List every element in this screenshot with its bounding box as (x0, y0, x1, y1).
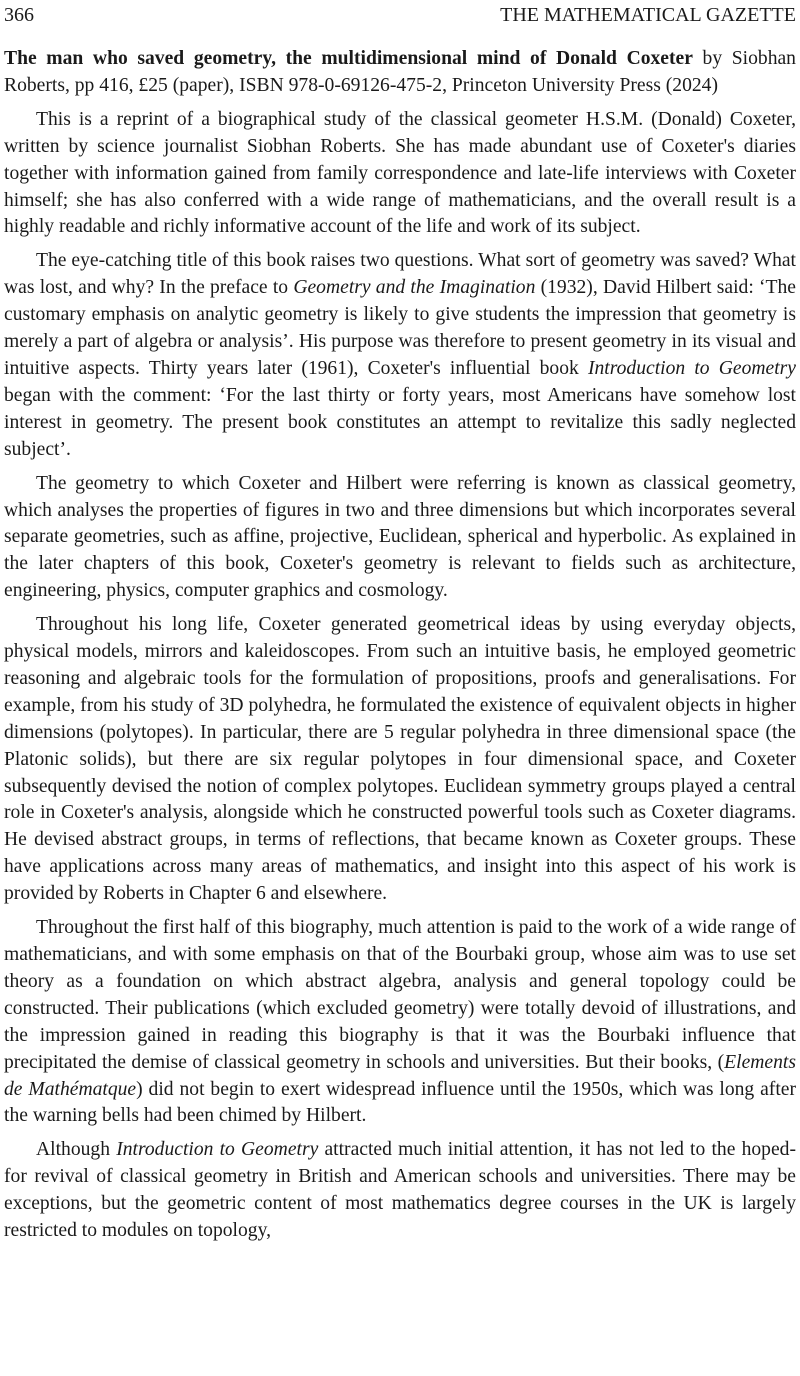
page-number: 366 (4, 4, 34, 26)
book-title: The man who saved geometry, the multidimensional mind of Donald Coxeter (4, 48, 693, 69)
title-geometry-and-the-imagination: Geometry and the Imagination (293, 277, 536, 299)
paragraph-6 (4, 1137, 796, 1245)
paragraph-5-text-c: ) did not begin to exert widespread influence until the 1950s, which was long after the warning bells had been chimed by Hilbert. (4, 1078, 796, 1127)
paragraph-2-text-a: The eye-catching title of this book raises two questions. What sort of geometry was saved? What was lost, and why? In the preface to (4, 250, 796, 299)
paragraph-5 (4, 915, 796, 1130)
book-citation: by Siobhan Roberts, pp 416, £25 (paper), ISBN 978-0-69126-475-2, Princeton University Press (2024) (4, 48, 796, 96)
paragraph-2-text-e: began with the comment: ‘For the last thirty or forty years, most Americans have somehow lost interest in geometry. The present book constitutes an attempt to revitalize this sadly neglected subject’. (4, 384, 796, 460)
paragraph-3: The geometry to which Coxeter and Hilbert were referring is known as classical geometry, which analyses the properties of figures in two and three dimensions but which incorporates several separate geometries, such as affine, projective, Euclidean, spherical and hyperbolic. As explained in the later chapters of this book, Coxeter's geometry is relevant to fields such as architecture, engineering, physics, computer graphics and cosmology. (4, 472, 796, 602)
title-introduction-to-geometry: Introduction to Geometry (587, 357, 797, 379)
paragraph-5-text-a: Throughout the first half of this biography, much attention is paid to the work of a wide range of mathematicians, and with some emphasis on that of the Bourbaki group, whose aim was to use set theory as a foundation on which abstract algebra, analysis and general topology could be constructed. Their publications (which excluded geometry) were totally devoid of illustrations, and the impression gained in reading this biography is that it was the Bourbaki influence that precipitated the demise of classical geometry in schools and universities. But their books, ( (4, 917, 796, 1073)
paragraph-4: Throughout his long life, Coxeter generated geometrical ideas by using everyday objects, physical models, mirrors and kaleidoscopes. From such an intuitive basis, he employed geometric reasoning and algebraic tools for the formulation of propositions, proofs and generalisations. For example, from his study of 3D polyhedra, he formulated the existence of equivalent objects in higher dimensions (polytopes). In particular, there are 5 regular polyhedra in three dimensional space (the Platonic solids), but there are six regular polytopes in four dimensional space, and Coxeter subsequently devised the notion of complex polytopes. Euclidean symmetry groups played a central role in Coxeter's analysis, alongside which he constructed powerful tools such as Coxeter diagrams. He devised abstract groups, in terms of reflections, that became known as Coxeter groups. These have applications across many areas of mathematics, and insight into this aspect of his work is provided by Roberts in Chapter 6 and elsewhere. (4, 614, 796, 905)
title-elements-de-mathematque: Elements de Mathématque (4, 1051, 796, 1100)
paragraph-6-text-a: Although (36, 1139, 117, 1161)
running-head (4, 2, 796, 28)
paragraph-1: This is a reprint of a biographical study of the classical geometer H.S.M. (Donald) Coxeter, written by science journalist Siobhan Roberts. She has made abundant use of Coxeter's diaries together with information gained from family correspondence and late-life interviews with Coxeter himself; she has also conferred with a wide range of mathematicians, and the overall result is a highly readable and richly informative account of the life and work of its subject. (4, 108, 796, 238)
paragraph-6-text-c: attracted much initial attention, it has not led to the hoped-for revival of classical geometry in British and American schools and universities. There may be exceptions, but the geometric content of most mathematics degree courses in the UK is largely restricted to modules on topology, (4, 1139, 796, 1242)
review-heading (4, 46, 796, 100)
paragraph-2 (4, 248, 796, 463)
journal-title: THE MATHEMATICAL GAZETTE (500, 4, 796, 26)
title-introduction-to-geometry-2: Introduction to Geometry (116, 1139, 319, 1161)
paragraph-2-text-c: (1932), David Hilbert said: ‘The customary emphasis on analytic geometry is likely to give students the impression that geometry is merely a part of algebra or analysis’. His purpose was therefore to present geometry in its visual and intuitive aspects. Thirty years later (1961), Coxeter's influential book (4, 277, 796, 379)
